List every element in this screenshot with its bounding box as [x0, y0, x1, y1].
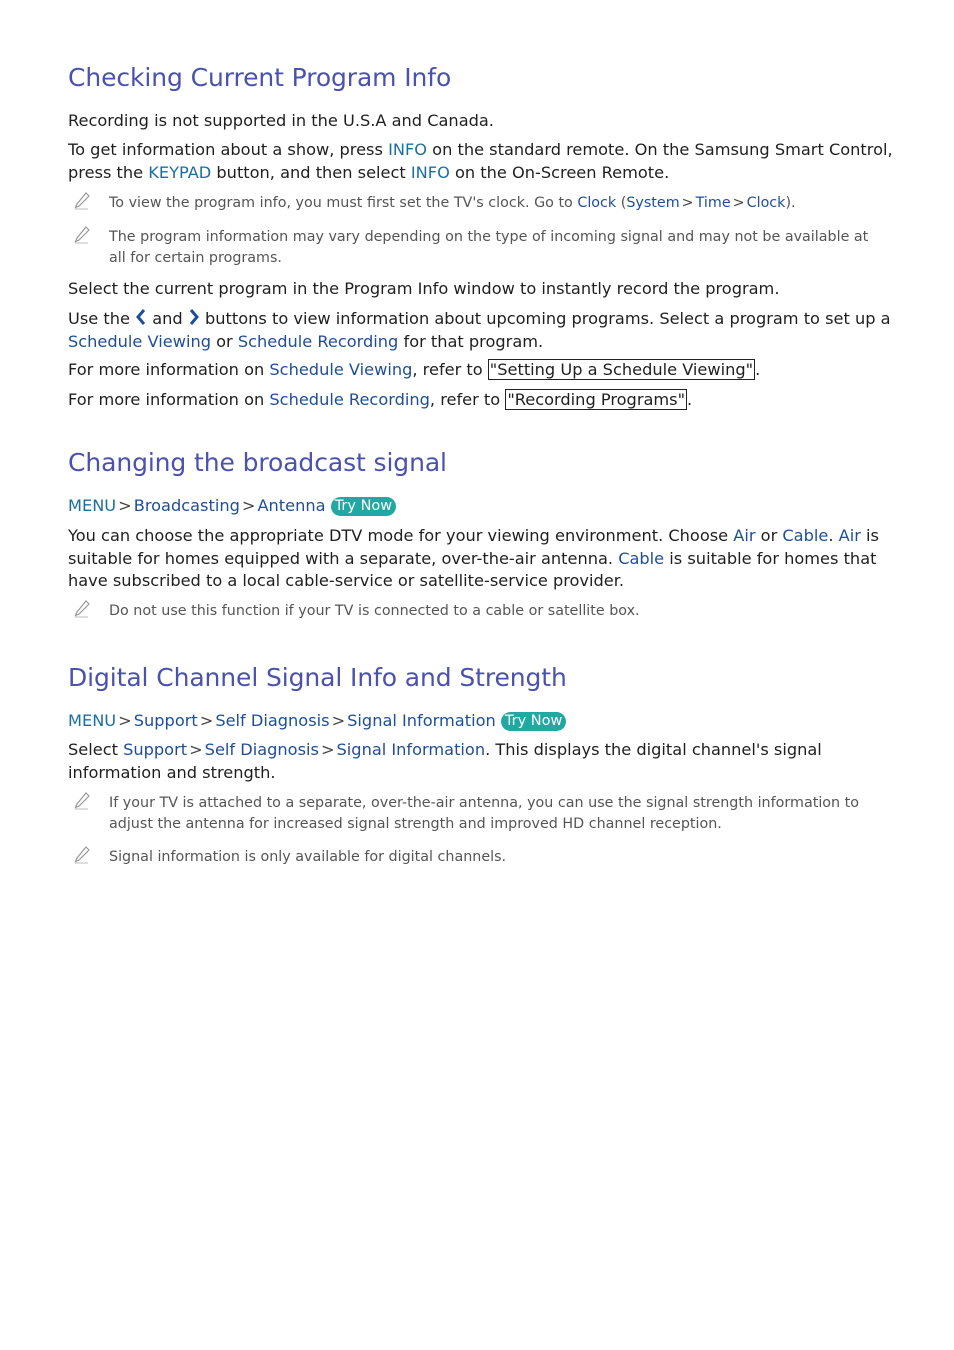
key-info: INFO	[410, 162, 450, 182]
note-cable-box: Do not use this function if your TV is connected to a cable or satellite box.	[109, 603, 640, 619]
note-antenna-strength: If your TV is attached to a separate, over-the-air antenna, you can use the signal strength information to adjust the antenna for increased signal strength and improved HD channel reception.	[109, 795, 859, 832]
paragraph-recording-support: Recording is not supported in the U.S.A and Canada.	[68, 111, 494, 130]
chevron-right-separator: >	[189, 740, 203, 759]
paragraph-get-info: To get information about a show, press INFO on the standard remote. On the Samsung Smart Control, press the KEYPAD button, and then select INFO on the On-Screen Remote.	[68, 140, 893, 182]
xref-recording-programs[interactable]: "Recording Programs"	[507, 390, 686, 409]
section-title-broadcast-signal: Changing the broadcast signal	[68, 448, 447, 477]
note-digital-only: Signal information is only available for digital channels.	[109, 849, 507, 865]
menu-item-time[interactable]: Time	[695, 195, 731, 211]
paragraph-dtv-mode: You can choose the appropriate DTV mode for your viewing environment. Choose Air or Cable. Air is suitable for homes equipped with a separate, over-the-air antenna. Cable is suitable for homes that have subscribed to a local cable-service or satellite-service provider.	[68, 526, 879, 590]
chevron-left-icon	[135, 308, 147, 326]
paragraph-signal-info: Select Support > Self Diagnosis > Signal Information. This displays the digital channel's signal information and strength.	[68, 740, 822, 782]
paragraph-select-program: Select the current program in the Program Info window to instantly record the program.	[68, 279, 780, 298]
link-schedule-viewing[interactable]: Schedule Viewing	[269, 360, 413, 379]
note-set-clock: To view the program info, you must first set the TV's clock. Go to Clock (System > Time > Clock).	[109, 195, 796, 211]
paragraph-more-info-recording: For more information on Schedule Recording, refer to "Recording Programs" .	[68, 390, 693, 409]
chevron-right-separator: >	[199, 711, 214, 730]
menu-item-clock[interactable]: Clock	[746, 195, 786, 211]
menu-item-broadcasting[interactable]: Broadcasting	[133, 496, 240, 515]
paragraph-upcoming-programs: Use the and buttons to view information about upcoming programs. Select a program to set up a Schedule Viewing or Schedule Recording for that program.	[68, 309, 891, 351]
section-title-signal-info: Digital Channel Signal Info and Strength	[68, 663, 567, 692]
menu-item-self-diagnosis[interactable]: Self Diagnosis	[215, 711, 330, 730]
chevron-right-separator: >	[732, 195, 745, 211]
note-program-info-varies: The program information may vary depending on the type of incoming signal and may not be available at all for certain programs.	[109, 229, 869, 266]
chevron-right-separator: >	[241, 496, 256, 515]
chevron-right-separator: >	[118, 496, 132, 515]
menu-item-system[interactable]: System	[626, 195, 680, 211]
link-schedule-viewing[interactable]: Schedule Viewing	[68, 331, 211, 351]
menu-item-signal-information[interactable]: Signal Information	[336, 740, 486, 759]
paragraph-more-info-viewing: For more information on Schedule Viewing, refer to "Setting Up a Schedule Viewing" .	[68, 360, 761, 379]
menu-item-self-diagnosis[interactable]: Self Diagnosis	[204, 740, 319, 759]
chevron-right-separator: >	[681, 195, 694, 211]
option-cable: Cable	[618, 548, 665, 568]
section-title-program-info: Checking Current Program Info	[68, 63, 452, 92]
key-info: INFO	[388, 140, 428, 159]
chevron-right-icon	[188, 308, 200, 326]
try-now-button[interactable]: Try Now	[331, 497, 396, 516]
chevron-right-separator: >	[118, 711, 132, 730]
link-schedule-recording[interactable]: Schedule Recording	[269, 390, 430, 409]
key-keypad: KEYPAD	[148, 162, 212, 182]
chevron-right-separator: >	[320, 740, 335, 759]
pencil-icon	[74, 792, 90, 810]
pencil-icon	[74, 846, 90, 864]
option-air: Air	[733, 526, 756, 545]
try-now-button[interactable]: Try Now	[501, 712, 566, 731]
link-schedule-recording[interactable]: Schedule Recording	[237, 331, 399, 351]
menu-item-clock[interactable]: Clock	[577, 195, 617, 211]
pencil-icon	[74, 600, 90, 618]
menu-item-menu[interactable]: MENU	[68, 496, 117, 515]
menu-path-signal-information	[68, 710, 566, 733]
xref-setting-up-schedule-viewing[interactable]: "Setting Up a Schedule Viewing"	[489, 360, 754, 379]
menu-item-menu[interactable]: MENU	[68, 711, 117, 730]
menu-path-antenna	[68, 495, 396, 518]
menu-item-signal-information[interactable]: Signal Information	[347, 711, 496, 730]
menu-item-support[interactable]: Support	[133, 711, 198, 730]
pencil-icon	[74, 226, 90, 244]
option-air: Air	[838, 526, 861, 545]
chevron-right-separator: >	[331, 711, 346, 730]
option-cable: Cable	[782, 526, 829, 545]
pencil-icon	[74, 192, 90, 210]
menu-item-support[interactable]: Support	[123, 740, 188, 759]
menu-item-antenna[interactable]: Antenna	[257, 496, 326, 515]
